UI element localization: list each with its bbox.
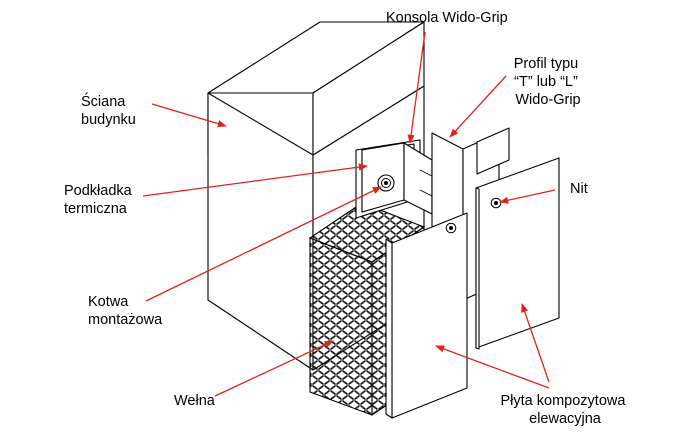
label-bracket: Konsola Wido-Grip	[386, 10, 508, 26]
label-wall: Ściana budynku	[81, 94, 136, 128]
label-profile: Profil typu “T” lub “L” Wido-Grip	[513, 56, 581, 108]
arrow-profile	[450, 76, 506, 137]
label-wool: Wełna	[174, 393, 215, 409]
label-anchor: Kotwa montażowa	[88, 294, 163, 328]
mounting-anchor	[378, 175, 394, 191]
label-thermal-pad: Podkładka termiczna	[64, 183, 132, 217]
composite-panel-right	[476, 158, 559, 349]
label-rivet: Nit	[570, 181, 588, 197]
composite-panel-front	[386, 213, 467, 418]
label-panel: Płyta kompozytowa elewacyjna	[500, 393, 626, 427]
